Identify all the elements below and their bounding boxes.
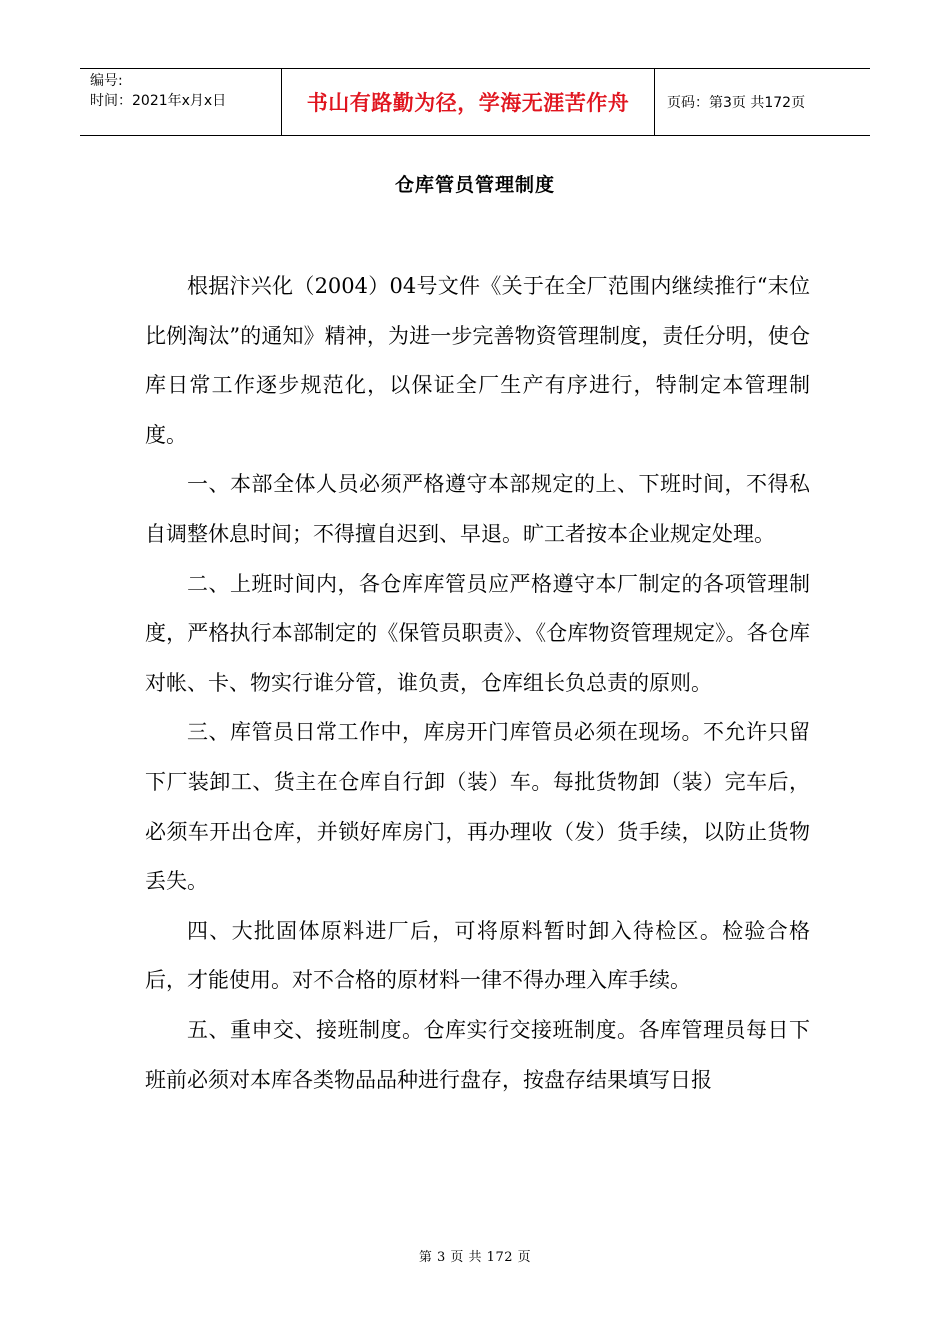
document-number-label: 编号: — [90, 73, 123, 89]
header-motto: 书山有路勤为径，学海无涯苦作舟 — [306, 91, 630, 115]
document-title: 仓库管员管理制度 — [394, 174, 555, 196]
paragraph-rule-3: 三、库管员日常工作中，库房开门库管员必须在现场。不允许只留下厂装卸工、货主在仓库自行卸（装）车。每批货物卸（装）完车后，必须车开出仓库，并锁好库房门，再办理收（发）货手续，以防止货物丢失。 — [145, 720, 810, 894]
header-motto-cell — [282, 69, 655, 135]
header-page-cell — [655, 69, 870, 135]
paragraph-rule-4: 四、大批固体原料进厂后，可将原料暂时卸入待检区。检验合格后，才能使用。对不合格的原材料一律不得办理入库手续。 — [145, 918, 810, 993]
header-table — [80, 68, 870, 136]
paragraph-intro: 根据汴兴化（2004）04号文件《关于在全厂范围内继续推行“末位比例淘汰”的通知》精神，为进一步完善物资管理制度，责任分明，使仓库日常工作逐步规范化，以保证全厂生产有序进行，特制定本管理制度。 — [145, 274, 810, 447]
page-footer: 第 3 页 共 172 页 — [418, 1250, 532, 1265]
header-page-info: 页码：第3页 共172页 — [667, 95, 806, 111]
header-meta-cell — [80, 69, 282, 135]
paragraph-rule-5: 五、重申交、接班制度。仓库实行交接班制度。各库管理员每日下班前必须对本库各类物品品种进行盘存，按盘存结果填写日报 — [145, 1017, 810, 1092]
paragraph-rule-1: 一、本部全体人员必须严格遵守本部规定的上、下班时间，不得私自调整休息时间；不得擅自迟到、早退。旷工者按本企业规定处理。 — [145, 472, 810, 546]
paragraph-rule-2: 二、上班时间内，各仓库库管员应严格遵守本厂制定的各项管理制度，严格执行本部制定的《保管员职责》、《仓库物资管理规定》。各仓库对帐、卡、物实行谁分管，谁负责，仓库组长负总责的原则。 — [145, 571, 810, 695]
document-body — [145, 262, 810, 1105]
document-date-label: 时间：2021年x月x日 — [90, 93, 227, 109]
